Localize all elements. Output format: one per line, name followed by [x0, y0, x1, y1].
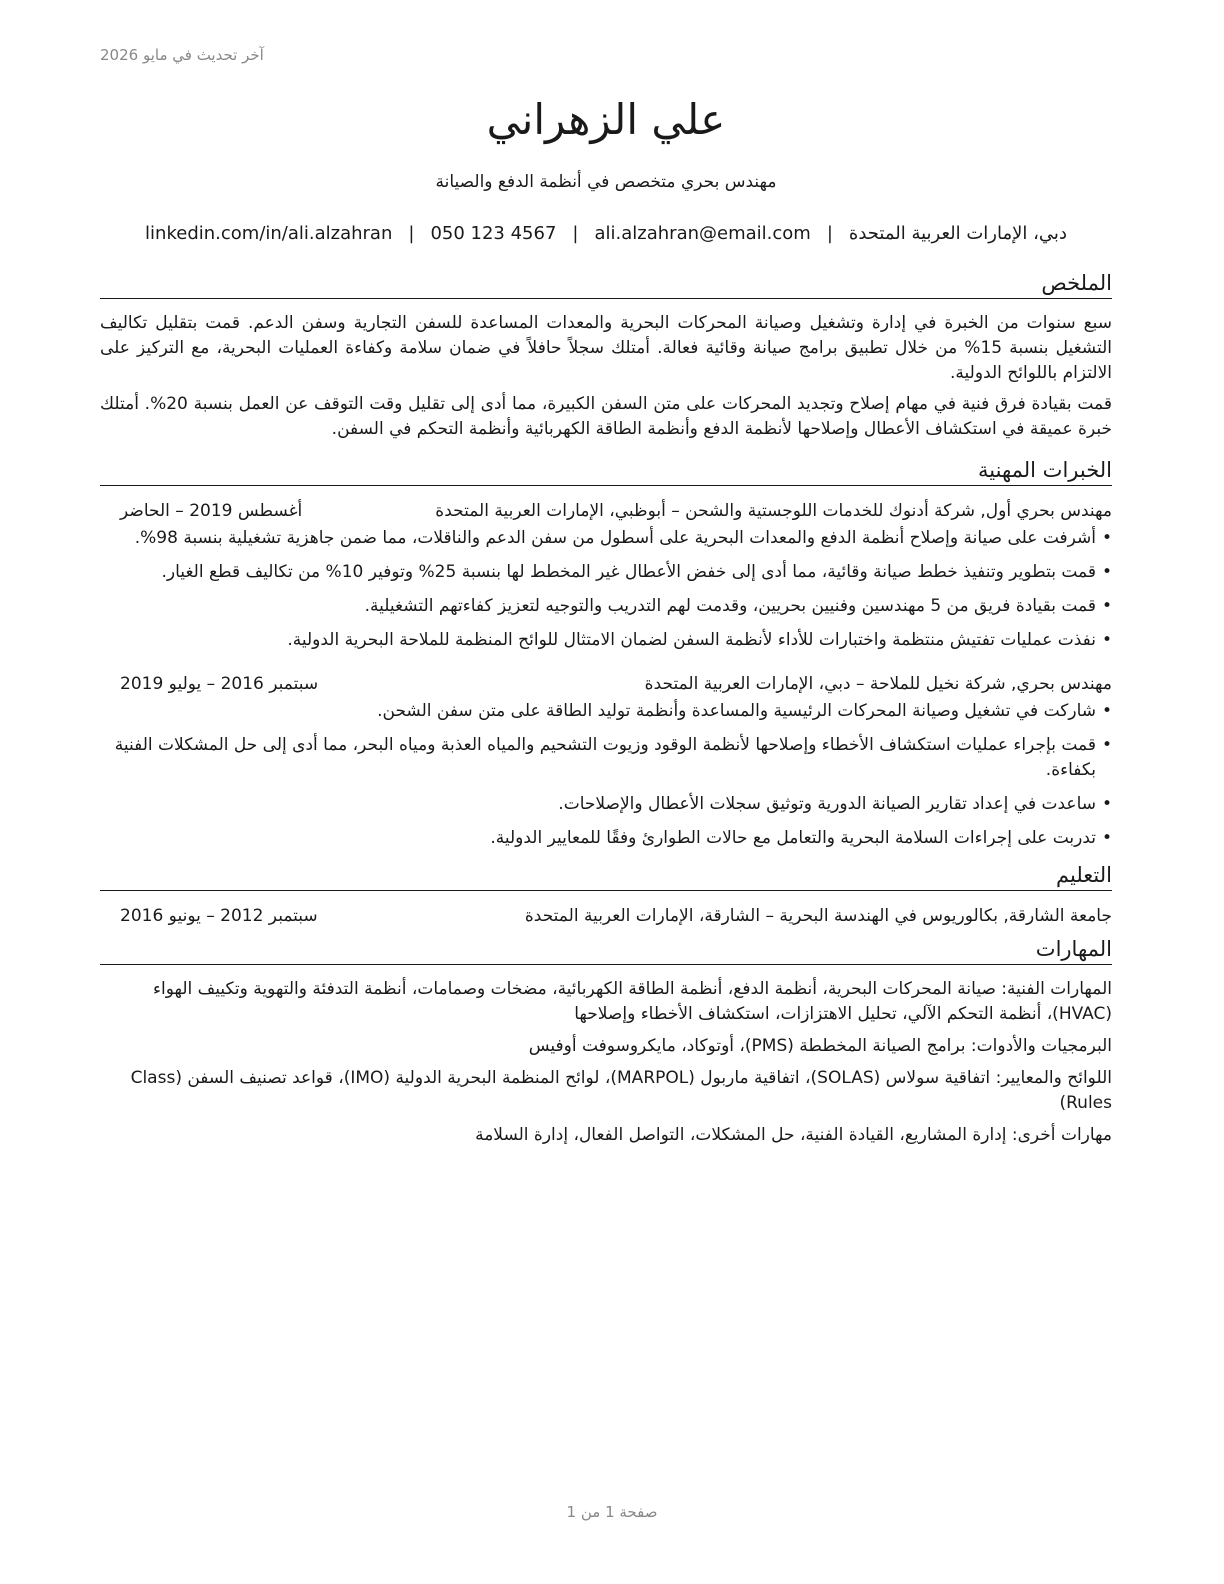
contact-line [100, 221, 1112, 247]
job-entry [100, 498, 1112, 653]
education-section [100, 861, 1112, 929]
summary-paragraph: سبع سنوات من الخبرة في إدارة وتشغيل وصيانة المحركات البحرية والمعدات المساعدة للسفن التجارية وسفن الدعم. قمت بتقليل تكاليف التشغيل بنسبة 15% من خلال تطبيق برامج صيانة وقائية فعالة. أمتلك سجلاً حافلاً في ضمان سلامة وكفاءة العمليات البحرية، مع التركيز على الالتزام باللوائح الدولية. [100, 313, 1112, 383]
contact-email[interactable]: ali.alzahran@email.com [594, 223, 811, 244]
summary-section [100, 269, 1112, 442]
contact-separator: | [572, 223, 579, 244]
job-bullet: • أشرفت على صيانة وإصلاح أنظمة الدفع والمعدات البحرية على أسطول من سفن الدعم والناقلات، مما ضمن جاهزية تشغيلية بنسبة 98%. [100, 526, 1112, 551]
contact-separator: | [826, 223, 833, 244]
job-bullets [100, 699, 1112, 851]
skill-line: اللوائح والمعايير: اتفاقية سولاس (SOLAS)، اتفاقية ماربول (MARPOL)، لوائح المنظمة البحرية الدولية (IMO)، قواعد تصنيف السفن (Class Rules) [130, 1068, 1112, 1113]
contact-separator: | [408, 223, 415, 244]
job-header [100, 671, 1112, 697]
resume-page [100, 90, 1112, 1155]
job-header [100, 498, 1112, 524]
contact-phone[interactable]: 050 123 4567 [430, 223, 557, 244]
job-bullet: • قمت بتطوير وتنفيذ خطط صيانة وقائية، مما أدى إلى خفض الأعطال غير المخطط لها بنسبة 25% وتوفير 10% من تكاليف قطع الغيار. [100, 560, 1112, 585]
candidate-headline: مهندس بحري متخصص في أنظمة الدفع والصيانة [435, 172, 777, 192]
last-updated-note: آخر تحديث في مايو 2026 [100, 46, 264, 64]
job-title-company: مهندس بحري, شركة نخيل للملاحة – دبي، الإمارات العربية المتحدة [644, 674, 1112, 694]
job-dates: سبتمبر 2016 – يوليو 2019 [120, 674, 319, 694]
contact-location: دبي، الإمارات العربية المتحدة [848, 223, 1067, 244]
experience-section [100, 456, 1112, 851]
job-bullet: • ساعدت في إعداد تقارير الصيانة الدورية وتوثيق سجلات الأعطال والإصلاحات. [100, 792, 1112, 817]
summary-title: الملخص [100, 269, 1112, 299]
job-title-company: مهندس بحري أول, شركة أدنوك للخدمات اللوجستية والشحن – أبوظبي، الإمارات العربية المتحدة [435, 501, 1112, 521]
skill-line: البرمجيات والأدوات: برامج الصيانة المخططة (PMS)، أوتوكاد، مايكروسوفت أوفيس [528, 1036, 1112, 1056]
education-title: التعليم [100, 861, 1112, 891]
skill-line: مهارات أخرى: إدارة المشاريع، القيادة الفنية، حل المشكلات، التواصل الفعال، إدارة السلامة [475, 1125, 1112, 1145]
experience-title: الخبرات المهنية [100, 456, 1112, 486]
skills-section [100, 935, 1112, 1148]
education-description: جامعة الشارقة, بكالوريوس في الهندسة البحرية – الشارقة، الإمارات العربية المتحدة [524, 906, 1112, 926]
job-entry [100, 671, 1112, 851]
job-bullet: • قمت بقيادة فريق من 5 مهندسين وفنيين بحريين، وقدمت لهم التدريب والتوجيه لتعزيز كفاءتهم التشغيلية. [100, 594, 1112, 619]
contact-linkedin[interactable]: linkedin.com/in/ali.alzahran [145, 223, 393, 244]
candidate-name: علي الزهراني [486, 95, 726, 144]
page-indicator: صفحة 1 من 1 [566, 1503, 658, 1521]
job-bullet: • نفذت عمليات تفتيش منتظمة واختبارات للأداء لأنظمة السفن لضمان الامتثال للوائح المنظمة للملاحة البحرية الدولية. [100, 628, 1112, 653]
job-bullet: • شاركت في تشغيل وصيانة المحركات الرئيسية والمساعدة وأنظمة توليد الطاقة على متن سفن الشحن. [100, 699, 1112, 724]
job-bullets [100, 526, 1112, 653]
skill-line: المهارات الفنية: صيانة المحركات البحرية، أنظمة الدفع، أنظمة الطاقة الكهربائية، مضخات وصمامات، أنظمة التدفئة والتهوية وتكييف الهواء (HVAC)، أنظمة التحكم الآلي، تحليل الاهتزازات، استكشاف الأخطاء وإصلاحها [153, 979, 1112, 1024]
job-bullet: • تدربت على إجراءات السلامة البحرية والتعامل مع حالات الطوارئ وفقًا للمعايير الدولية. [100, 826, 1112, 851]
job-dates: أغسطس 2019 – الحاضر [120, 501, 303, 521]
education-dates: سبتمبر 2012 – يونيو 2016 [120, 906, 318, 926]
skills-title: المهارات [100, 935, 1112, 965]
summary-paragraph: قمت بقيادة فرق فنية في مهام إصلاح وتجديد المحركات على متن السفن الكبيرة، مما أدى إلى تقليل وقت التوقف عن العمل بنسبة 20%. أمتلك خبرة عميقة في استكشاف الأعطال وإصلاحها لأنظمة الدفع وأنظمة الطاقة الكهربائية وأنظمة التحكم في السفن. [100, 394, 1113, 439]
job-bullet: • قمت بإجراء عمليات استكشاف الأخطاء وإصلاحها لأنظمة الوقود وزيوت التشحيم والمياه العذبة ومياه البحر، مما أدى إلى حل المشكلات الفنية بكفاءة. [100, 733, 1112, 783]
education-entry [100, 903, 1112, 929]
